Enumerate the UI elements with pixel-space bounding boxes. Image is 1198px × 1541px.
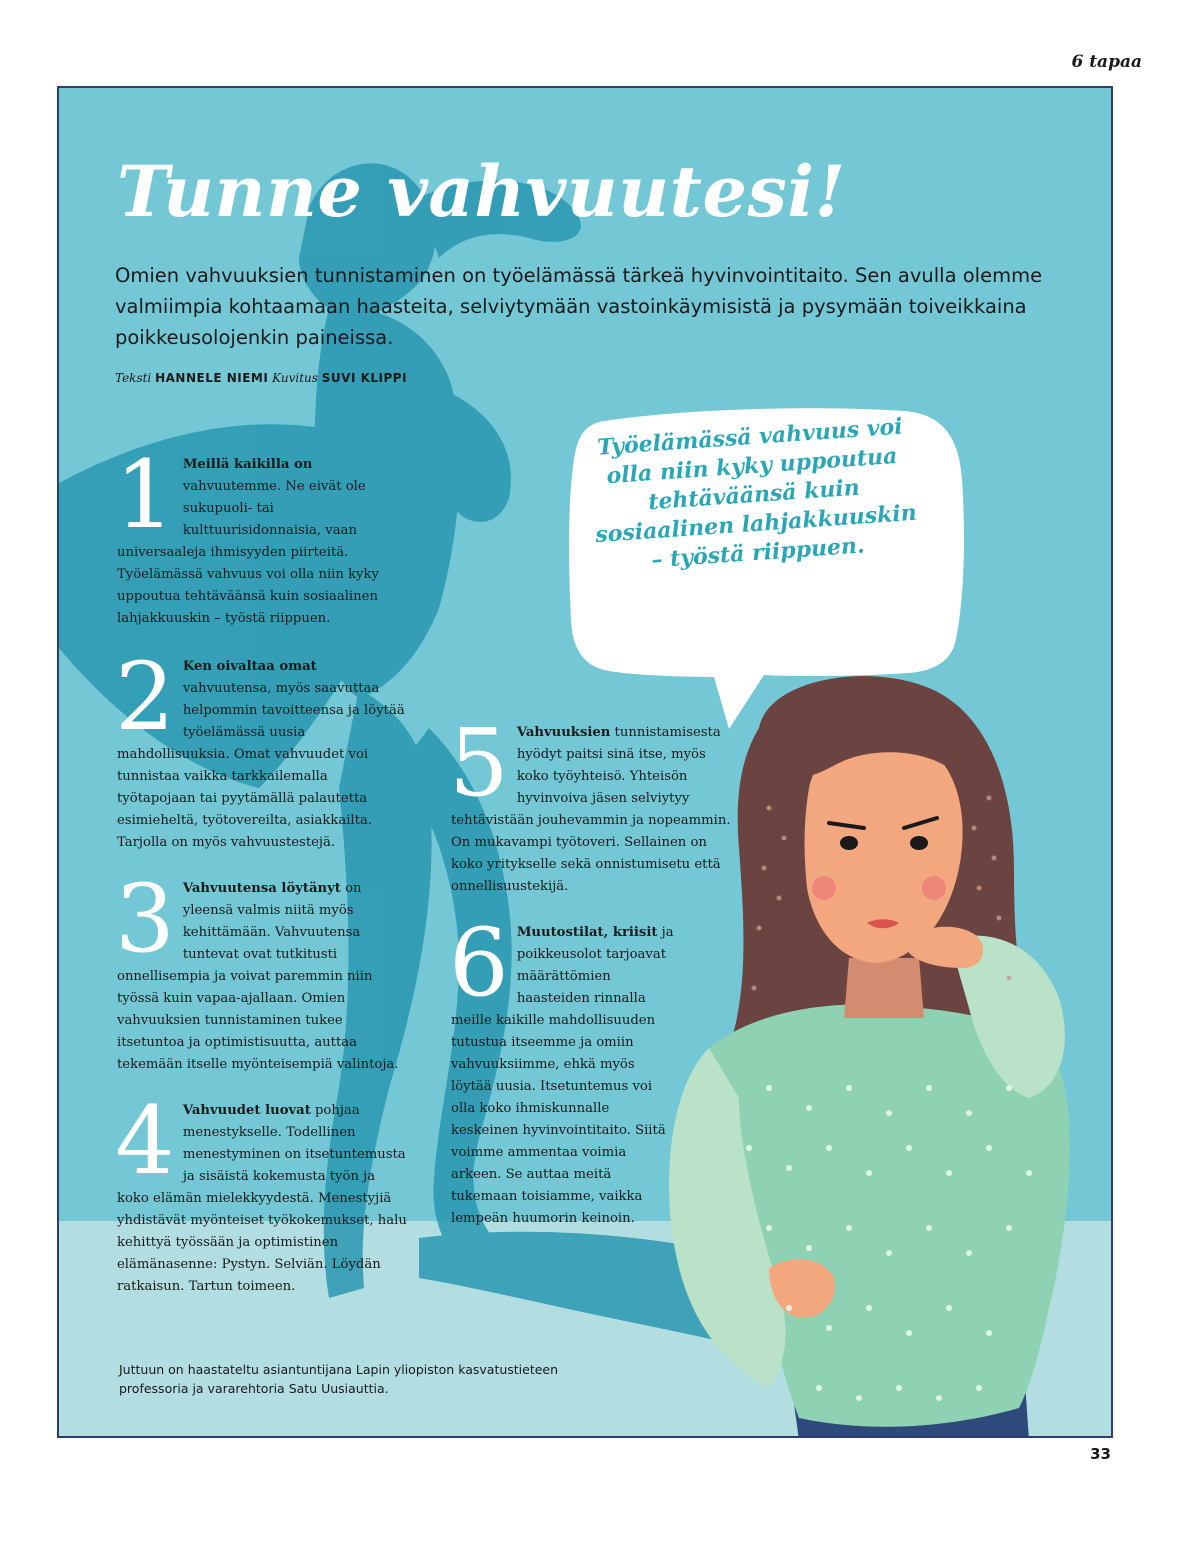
item-number: 4 xyxy=(115,1087,175,1196)
strength-item-5 xyxy=(449,709,736,898)
strength-item-6 xyxy=(449,909,676,1230)
strength-item-2 xyxy=(115,643,409,854)
strength-item-3 xyxy=(115,865,409,1076)
credit-illustration-author: SUVI KLIPPI xyxy=(321,371,408,385)
item-lede: Muutostilat, kriisit xyxy=(516,925,658,940)
item-number: 2 xyxy=(115,643,175,752)
strength-item-1 xyxy=(115,441,409,630)
article-credits xyxy=(115,371,407,385)
strength-item-4 xyxy=(115,1087,409,1298)
item-lede: Vahvuuksien xyxy=(516,725,611,740)
credit-text-label: Teksti xyxy=(115,371,152,385)
item-text: ja poikkeusolot tarjoavat määrättömien haasteiden rinnalla meille kaikille mahdollisuuden tutustua itseemme ja omiin vahvuuksiimme, ehkä myös löytää uusia. Itsetuntemus voi olla koko ihmiskunnalle keskeinen hyvinvointitaito. Siitä voimme ammentaa voimia arkeen. Se auttaa meitä tukemaan toisiamme, vaikka lempeän huumorin keinoin. xyxy=(451,925,674,1226)
item-number: 6 xyxy=(449,909,509,1018)
item-lede: Vahvuutensa löytänyt xyxy=(182,881,341,896)
item-lede: Meillä kaikilla on xyxy=(182,457,313,472)
item-lede: Ken oivaltaa omat xyxy=(182,659,317,674)
item-text: on yleensä valmis niitä myös kehittämään. Vahvuutensa tuntevat ovat tutkitusti onnellisempia ja voivat paremmin niin työssä kuin vapaa-ajallaan. Omien vahvuuksien tunnistaminen tukee itsetuntoa ja optimistisuutta, auttaa tekemään itselle myönteisempiä valintoja. xyxy=(117,881,399,1072)
item-number: 1 xyxy=(115,441,175,550)
item-text: vahvuutensa, myös saavuttaa helpommin tavoitteensa ja löytää työelämässä uusia mahdollisuuksia. Omat vahvuudet voi tunnistaa vaikka tarkkailemalla työtapojaan tai pyytämällä palautetta esimieheltä, työtovereilta, asiakkailta. Tarjolla on myös vahvuustestejä. xyxy=(117,681,405,850)
item-lede: Vahvuudet luovat xyxy=(182,1103,311,1118)
page-number: 33 xyxy=(1090,1445,1111,1463)
article-lead: Omien vahvuuksien tunnistaminen on työelämässä tärkeä hyvinvointitaito. Sen avulla olemme valmiimpia kohtaamaan haasteita, selviytymään vastoinkäymisistä ja pysymään toiveikkaina poikkeusolojenkin paineissa. xyxy=(115,264,1043,349)
interview-footnote: Juttuun on haastateltu asiantuntijana Lapin yliopiston kasvatustieteen professoria ja vararehtoria Satu Uusiauttia. xyxy=(119,1362,559,1396)
item-text: tunnistamisesta hyödyt paitsi sinä itse, myös koko työyhteisö. Yhteisön hyvinvoiva jäsen selviytyy tehtävistään jouhevammin ja nopeammin. On mukavampi työtoveri. Sellainen on koko yritykselle sekä onnistumisetu että onnellisuustekijä. xyxy=(451,725,731,894)
item-text: pohjaa menestykselle. Todellinen menestyminen on itsetuntemusta ja sisäistä kokemusta työn ja koko elämän mielekkyydestä. Menestyjiä yhdistävät myönteiset työkokemukset, halu kehittyä työssään ja optimistinen elämänasenne: Pystyn. Selviän. Löydän ratkaisun. Tartun toimeen. xyxy=(117,1103,407,1294)
item-number: 3 xyxy=(115,865,175,974)
article-panel xyxy=(57,86,1113,1438)
section-label: 6 tapaa xyxy=(1071,52,1142,72)
credit-text-author: HANNELE NIEMI xyxy=(155,371,269,385)
item-text: vahvuutemme. Ne eivät ole sukupuoli- tai kulttuurisidonnaisia, vaan universaaleja ihmisyyden piirteitä. Työelämässä vahvuus voi olla niin kyky uppoutua tehtäväänsä kuin sosiaalinen lahjakkuuskin – työstä riippuen. xyxy=(117,479,379,626)
article-title: Tunne vahvuutesi! xyxy=(117,150,846,233)
pull-quote: Työelämässä vahvuus voi olla niin kyky uppoutua tehtäväänsä kuin sosiaalinen lahjakkuuskin – työstä riippuen. xyxy=(594,413,918,574)
item-number: 5 xyxy=(449,709,509,818)
credit-illustration-label: Kuvitus xyxy=(272,371,318,385)
